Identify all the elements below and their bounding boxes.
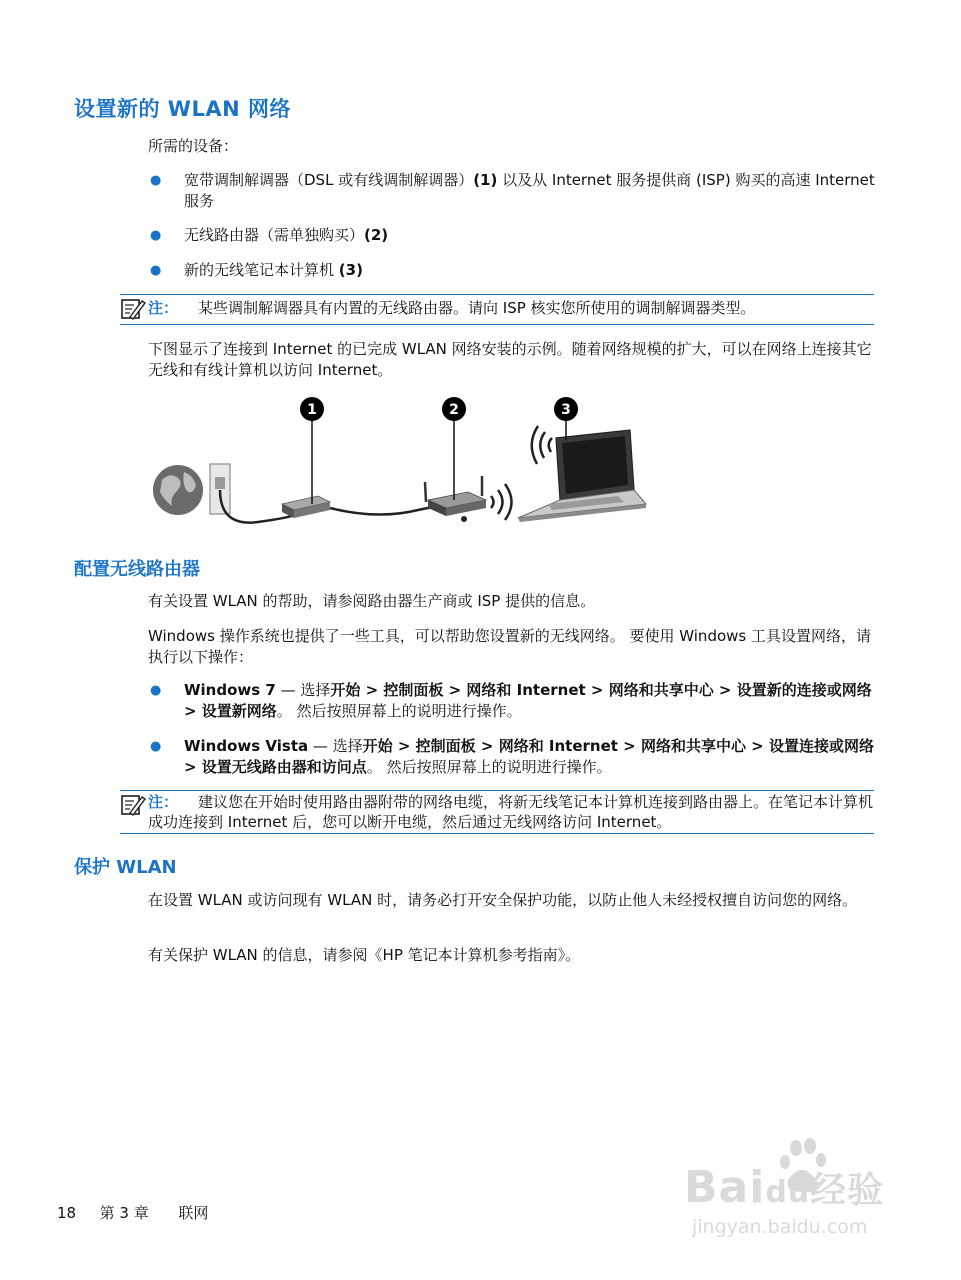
laptop-icon (518, 430, 646, 522)
paragraph: 在设置 WLAN 或访问现有 WLAN 时，请务必打开安全保护功能，以防止他人未经授权擅自访问您的网络。 (148, 891, 858, 909)
list-item (148, 680, 876, 722)
wireless-signal-icon (532, 426, 552, 464)
callout-3-label: 3 (561, 402, 571, 418)
note-box (120, 790, 874, 834)
required-intro: 所需的设备： (148, 137, 239, 155)
os-name: Windows Vista (184, 737, 309, 755)
item-text: 无线路由器（需单独购买） (184, 226, 365, 244)
page-title: 设置新的 WLAN 网络 (74, 97, 291, 121)
callout-2-label: 2 (449, 402, 459, 418)
callout-1-label: 1 (307, 402, 317, 418)
wall-jack-icon (210, 464, 230, 514)
diagram-intro: 下图显示了连接到 Internet 的已完成 WLAN 网络安装的示例。随着网络规模的扩大，可以在网络上连接其它无线和有线计算机以访问 Internet。 (148, 340, 872, 379)
note-label: 注： (148, 299, 179, 317)
menu-path: 开始 > 控制面板 > 网络和 Internet > 网络和共享中心 > 设置连接或网络 > 设置无线路由器和访问点 (184, 737, 874, 776)
list-item (148, 260, 876, 281)
callout-3 (554, 397, 578, 421)
list-item (148, 225, 876, 246)
item-text: — 选择 (275, 681, 331, 699)
paragraph: 有关保护 WLAN 的信息，请参阅《HP 笔记本计算机参考指南》。 (148, 946, 581, 964)
note-box (120, 294, 874, 325)
note-pencil-icon (120, 793, 146, 817)
modem-icon (282, 496, 330, 518)
network-diagram (148, 392, 648, 532)
watermark-brand-2: du (765, 1175, 811, 1210)
chapter-label: 第 3 章 (99, 1204, 149, 1222)
internet-globe-icon (153, 465, 203, 515)
list-item (148, 736, 876, 778)
callout-1 (300, 397, 324, 421)
bullet-icon: ● (150, 739, 162, 754)
note-text: 某些调制解调器具有内置的无线路由器。请向 ISP 核实您所使用的调制解调器类型。 (198, 299, 756, 317)
note-pencil-icon (120, 297, 146, 321)
section-heading: 配置无线路由器 (74, 559, 200, 580)
callout-ref: (2) (364, 226, 389, 244)
item-text: 新的无线笔记本计算机 (184, 261, 339, 279)
callout-ref: (3) (338, 261, 363, 279)
router-icon (425, 476, 486, 522)
watermark-url: jingyan.baidu.com (692, 1216, 868, 1238)
note-label: 注： (148, 793, 179, 811)
page-number: 18 (57, 1204, 77, 1222)
os-name: Windows 7 (184, 681, 276, 699)
item-text: 宽带调制解调器（DSL 或有线调制解调器） (184, 171, 474, 189)
callout-2 (442, 397, 466, 421)
note-text: 建议您在开始时使用路由器附带的网络电缆，将新无线笔记本计算机连接到路由器上。在笔记本计算机成功连接到 Internet 后，您可以断开电缆，然后通过无线网络访问 Internet。 (148, 793, 874, 831)
wireless-signal-icon (491, 484, 512, 520)
bullet-icon: ● (150, 263, 162, 278)
watermark-brand: Bai (684, 1162, 766, 1213)
baidu-watermark (684, 1136, 899, 1246)
bullet-icon: ● (150, 683, 162, 698)
callout-ref: (1) (473, 171, 498, 189)
paragraph: 有关设置 WLAN 的帮助，请参阅路由器生产商或 ISP 提供的信息。 (148, 592, 596, 610)
bullet-icon: ● (150, 173, 162, 188)
watermark-cn: 经验 (810, 1170, 885, 1211)
bullet-icon: ● (150, 228, 162, 243)
item-text: 。 然后按照屏幕上的说明进行操作。 (366, 758, 612, 776)
chapter-title: 联网 (178, 1204, 209, 1222)
paragraph: Windows 操作系统也提供了一些工具，可以帮助您设置新的无线网络。 要使用 Windows 工具设置网络，请执行以下操作： (148, 627, 871, 666)
item-text: — 选择 (308, 737, 363, 755)
page-footer (57, 1202, 208, 1223)
item-text: 以及从 Internet 服务提供商 (ISP) 购买的高速 Internet 服务 (184, 171, 875, 210)
item-text: 。 然后按照屏幕上的说明进行操作。 (276, 702, 522, 720)
menu-path: 开始 > 控制面板 > 网络和 Internet > 网络和共享中心 > 设置新的连接或网络 > 设置新网络 (184, 681, 872, 720)
list-item (148, 170, 876, 212)
section-heading: 保护 WLAN (74, 857, 177, 878)
